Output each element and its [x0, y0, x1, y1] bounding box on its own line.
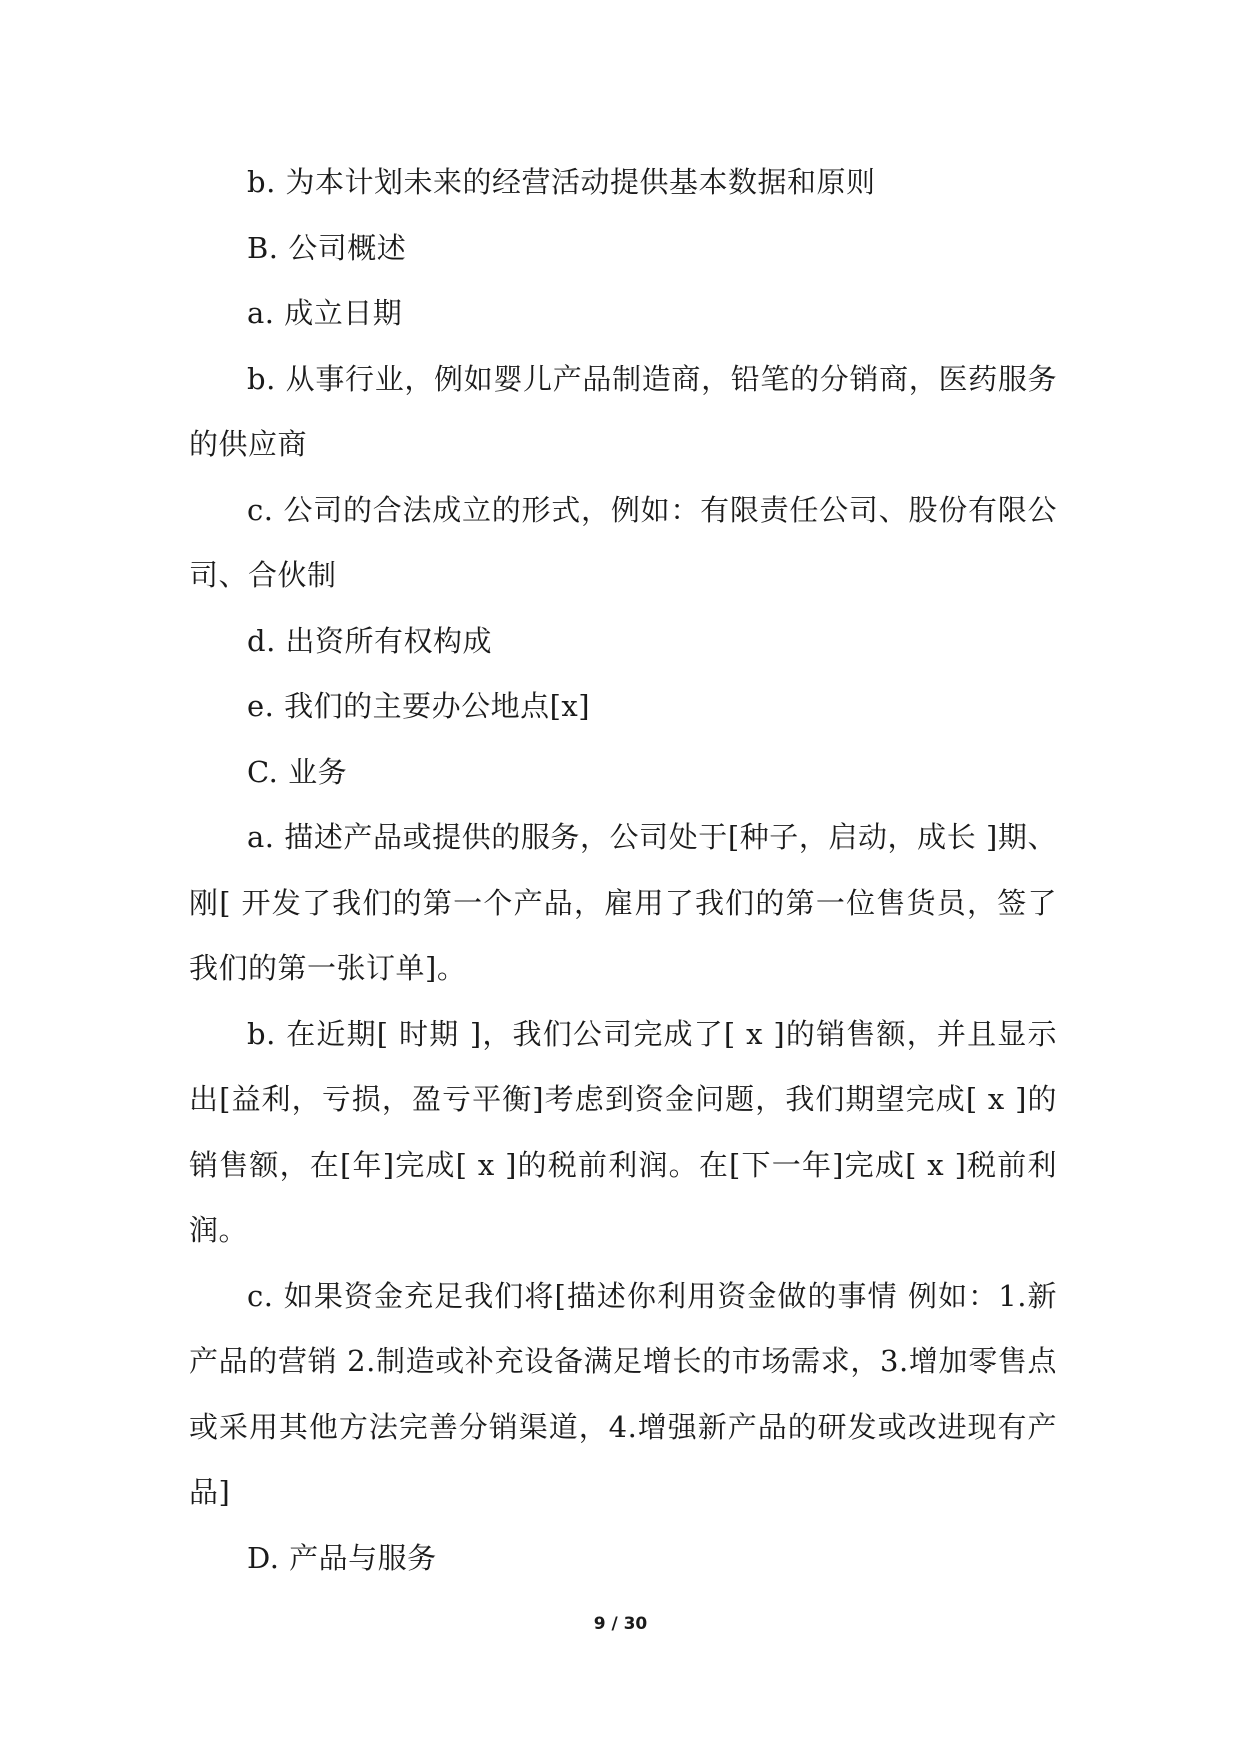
- paragraph: d. 出资所有权构成: [247, 623, 493, 658]
- paragraph: b. 从事行业，例如婴儿产品制造商，铅笔的分销商，医药服务的供应商: [189, 361, 1057, 461]
- paragraph: a. 成立日期: [247, 296, 403, 330]
- paragraph: e. 我们的主要办公地点[x]: [247, 689, 591, 723]
- page-number: 9 / 30: [593, 1614, 648, 1634]
- page-body: [189, 150, 1057, 1591]
- paragraph: b. 在近期[ 时期 ]，我们公司完成了[ x ]的销售额，并且显示出[益利，亏损，盈亏平衡]考虑到资金问题，我们期望完成[ x ]的销售额，在[年]完成[ x ]的税前利润。在[下一年]完成[ x ]税前利润。: [189, 1016, 1057, 1247]
- paragraph: c. 如果资金充足我们将[描述你利用资金做的事情 例如：1.新产品的营销 2.制造或补充设备满足增长的市场需求，3.增加零售点或采用其他方法完善分销渠道，4.增强新产品的研发或改进现有产品]: [189, 1278, 1057, 1509]
- section-heading: B. 公司概述: [247, 230, 407, 265]
- paragraph: a. 描述产品或提供的服务，公司处于[种子，启动，成长 ]期、刚[ 开发了我们的第一个产品，雇用了我们的第一位售货员，签了我们的第一张订单]。: [189, 820, 1057, 985]
- paragraph: b. 为本计划未来的经营活动提供基本数据和原则: [247, 165, 876, 199]
- section-heading: C. 业务: [247, 754, 348, 789]
- section-heading: D. 产品与服务: [247, 1540, 437, 1575]
- paragraph: c. 公司的合法成立的形式，例如：有限责任公司、股份有限公司、合伙制: [189, 492, 1057, 592]
